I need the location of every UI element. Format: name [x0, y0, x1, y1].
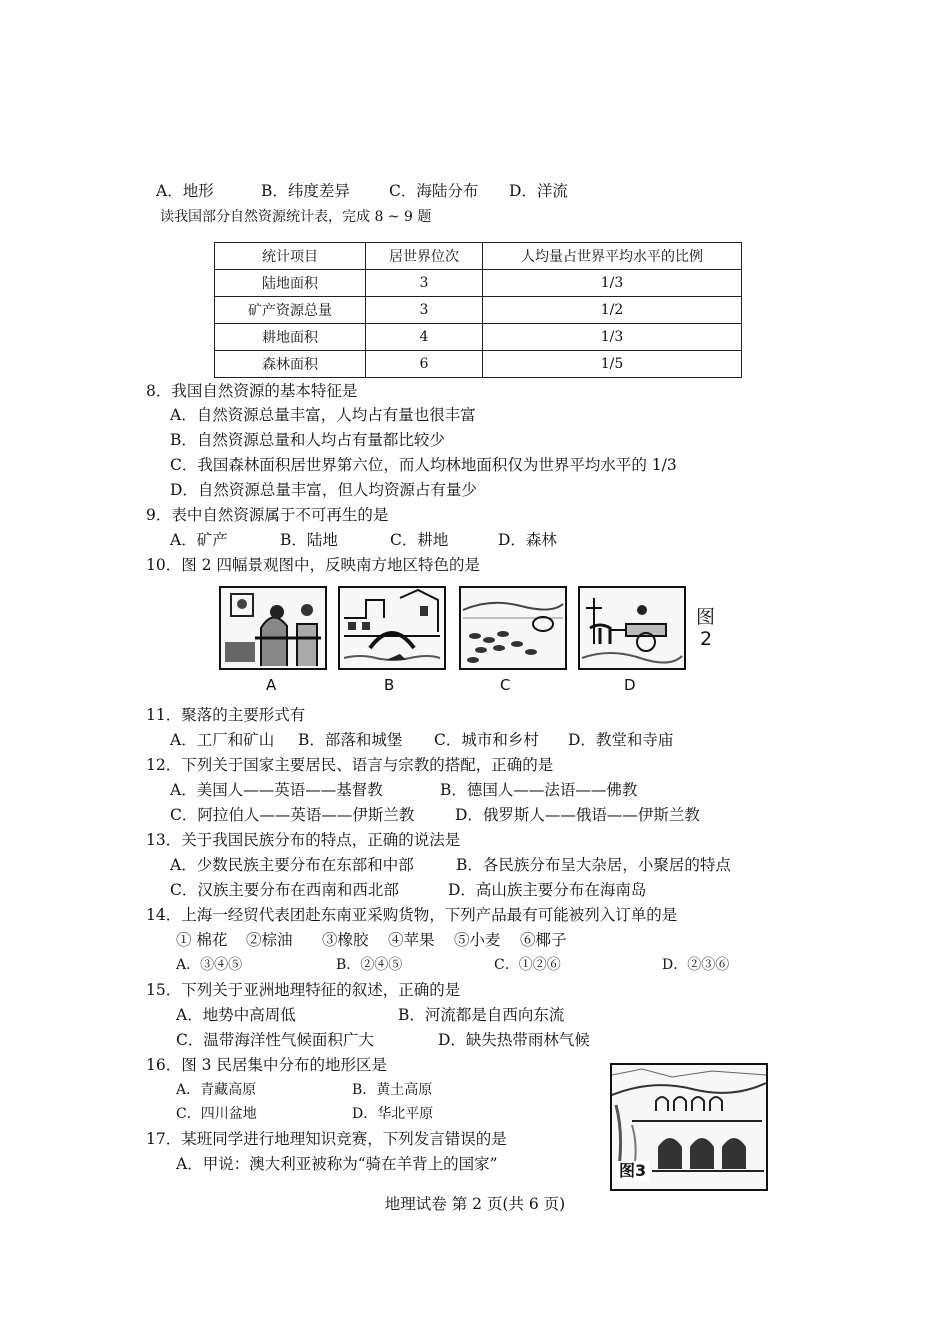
figure-2-label-c: C	[500, 676, 511, 694]
q13-option-b: B．各民族分布呈大杂居，小聚居的特点	[456, 856, 731, 874]
figure-2-caption: 图 2	[696, 606, 716, 650]
table-cell: 1/3	[483, 270, 742, 297]
q7-option-b: B．纬度差异	[261, 182, 350, 200]
q16-stem: 16．图 3 民居集中分布的地形区是	[146, 1056, 387, 1074]
q11-stem: 11．聚落的主要形式有	[146, 706, 306, 724]
q11-option-b: B．部落和城堡	[298, 731, 403, 749]
q14-option-b: B．②④⑤	[336, 957, 403, 973]
q12-options-row1	[170, 780, 637, 800]
table-cell: 3	[366, 270, 483, 297]
q7-option-d: D．洋流	[509, 182, 568, 200]
figure-2d-image	[578, 586, 686, 670]
resource-table	[214, 242, 742, 378]
q17-option-a: A．甲说：澳大利亚被称为“骑在羊背上的国家”	[176, 1155, 498, 1173]
q14-options	[176, 955, 729, 975]
q12-options-row2	[170, 805, 700, 825]
horse-cart-icon	[580, 588, 684, 668]
table-cell: 森林面积	[215, 351, 366, 378]
q12-stem: 12．下列关于国家主要居民、语言与宗教的搭配，正确的是	[146, 756, 554, 774]
q13-options-row1	[170, 855, 731, 875]
home-interior-icon	[221, 588, 325, 668]
figure-3-image	[610, 1063, 768, 1191]
table-cell: 1/3	[483, 324, 742, 351]
q11-option-a: A．工厂和矿山	[170, 731, 275, 749]
q14-option-a: A．③④⑤	[176, 957, 243, 973]
q13-option-a: A．少数民族主要分布在东部和中部	[170, 856, 414, 874]
q14-item: ⑥椰子	[520, 931, 567, 949]
q7-options	[156, 181, 568, 201]
q12-option-c: C．阿拉伯人——英语——伊斯兰教	[170, 806, 415, 824]
q16-option-a: A．青藏高原	[176, 1082, 257, 1098]
table-header: 统计项目	[215, 243, 366, 270]
grassland-herd-icon	[461, 588, 565, 668]
figure-2b-image	[338, 586, 446, 670]
table-header-row	[215, 243, 742, 270]
q14-item: ④苹果	[388, 931, 435, 949]
q15-options-row1	[176, 1005, 564, 1025]
q15-option-d: D．缺失热带雨林气候	[438, 1031, 590, 1049]
q14-option-d: D．②③⑥	[662, 957, 730, 973]
table-header: 人均量占世界平均水平的比例	[483, 243, 742, 270]
q11-option-d: D．教堂和寺庙	[568, 731, 674, 749]
q10-stem: 10．图 2 四幅景观图中，反映南方地区特色的是	[146, 556, 480, 574]
table-cell: 1/2	[483, 297, 742, 324]
q9-option-c: C．耕地	[390, 531, 449, 549]
q14-item: ③橡胶	[322, 931, 369, 949]
table-cell: 3	[366, 297, 483, 324]
table-cell: 耕地面积	[215, 324, 366, 351]
q12-option-b: B．德国人——法语——佛教	[440, 781, 638, 799]
table-row	[215, 297, 742, 324]
figure-2a-image	[219, 586, 327, 670]
q9-option-a: A．矿产	[170, 531, 228, 549]
table-row	[215, 324, 742, 351]
table-cell: 4	[366, 324, 483, 351]
q14-items	[176, 930, 567, 950]
q13-option-c: C．汉族主要分布在西南和西北部	[170, 881, 399, 899]
q11-options	[170, 730, 673, 750]
table-row	[215, 270, 742, 297]
table-cell: 陆地面积	[215, 270, 366, 297]
q17-stem: 17．某班同学进行地理知识竞赛，下列发言错误的是	[146, 1130, 507, 1148]
q13-option-d: D．高山族主要分布在海南岛	[448, 881, 647, 899]
figure-2-label-a: A	[266, 676, 277, 694]
q14-item: ⑤小麦	[454, 931, 501, 949]
q12-option-a: A．美国人——英语——基督教	[170, 781, 383, 799]
page-footer: 地理试卷 第 2 页(共 6 页)	[384, 1195, 566, 1213]
q15-stem: 15．下列关于亚洲地理特征的叙述，正确的是	[146, 981, 461, 999]
q8-option-a: A．自然资源总量丰富，人均占有量也很丰富	[170, 406, 476, 424]
figure-2c-image	[459, 586, 567, 670]
table-header: 居世界位次	[366, 243, 483, 270]
q15-option-c: C．温带海洋性气候面积广大	[176, 1031, 374, 1049]
q15-options-row2	[176, 1030, 590, 1050]
q16-option-b: B．黄土高原	[352, 1082, 433, 1098]
figure-3-caption: 图3	[616, 1161, 649, 1181]
q14-item: ②棕油	[246, 931, 293, 949]
q16-options-row1	[176, 1080, 432, 1100]
figure-2-label-d: D	[624, 676, 636, 694]
q9-stem: 9．表中自然资源属于不可再生的是	[146, 506, 389, 524]
q14-item: ① 棉花	[176, 931, 228, 949]
q8-option-d: D．自然资源总量丰富，但人均资源占有量少	[170, 481, 477, 499]
q16-options-row2	[176, 1104, 433, 1124]
q9-option-d: D．森林	[498, 531, 557, 549]
table-intro: 读我国部分自然资源统计表，完成 8 ~ 9 题	[160, 209, 432, 225]
table-cell: 6	[366, 351, 483, 378]
q9-option-b: B．陆地	[280, 531, 338, 549]
q7-option-c: C．海陆分布	[389, 182, 479, 200]
q15-option-a: A．地势中高周低	[176, 1006, 296, 1024]
q16-option-d: D．华北平原	[352, 1106, 434, 1122]
q12-option-d: D．俄罗斯人——俄语——伊斯兰教	[455, 806, 700, 824]
q8-option-b: B．自然资源总量和人均占有量都比较少	[170, 431, 445, 449]
figure-2-label-b: B	[384, 676, 395, 694]
q9-options	[170, 530, 557, 550]
table-cell: 1/5	[483, 351, 742, 378]
q11-option-c: C．城市和乡村	[434, 731, 539, 749]
q13-options-row2	[170, 880, 646, 900]
q15-option-b: B．河流都是自西向东流	[398, 1006, 565, 1024]
q16-option-c: C．四川盆地	[176, 1106, 257, 1122]
q14-option-c: C．①②⑥	[494, 957, 561, 973]
water-town-icon	[340, 588, 444, 668]
q7-option-a: A．地形	[156, 182, 214, 200]
table-row	[215, 351, 742, 378]
q8-option-c: C．我国森林面积居世界第六位，而人均林地面积仅为世界平均水平的 1/3	[170, 456, 677, 474]
q13-stem: 13．关于我国民族分布的特点，正确的说法是	[146, 831, 461, 849]
q14-stem: 14．上海一经贸代表团赴东南亚采购货物，下列产品最有可能被列入订单的是	[146, 906, 678, 924]
table-cell: 矿产资源总量	[215, 297, 366, 324]
q8-stem: 8．我国自然资源的基本特征是	[146, 382, 358, 400]
